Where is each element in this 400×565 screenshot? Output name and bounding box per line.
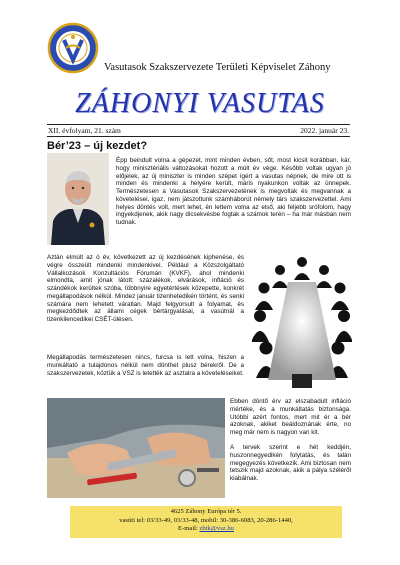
author-photo-icon: [47, 153, 109, 245]
article-paragraph: Épp beindult volna a gépezet, mint minden évben, sőt, most kicsit korábban, kár, hogy minisztériális változásokat hozott a múlt év vége. Később voltak ugyan jó előjelek, az új miniszter is minden szépet ígért a vasutas népnek, de mire ott is minden és mindenki a helyére került, máris nyakunkon voltak az ünnepek. Természetesen a Vasutasok Szakszervezetének is megvoltak és megvannak a követelései, igaz, nem játszottunk számháborút némely társ szakszervezettel. Ami helyes döntés volt, mert lehet, én lettem volna az első, aki feljebb srófolom, hagy ingyekdjenek, akik nagy dicsekvésbe fogtak a számok terén – ha már másban nem tudnak.: [116, 157, 351, 226]
footer-phones: vasúti tel: 03/33-49, 03/33-48, mobil: 30-386-6083, 20-286-1440,: [119, 516, 293, 524]
union-logo-icon: [47, 22, 99, 74]
contact-footer: [70, 506, 342, 538]
article-paragraph: Megállapodás természetesen nincs, furcsa is lett volna, hiszen a munkáltató a tulajdonos nélkül nem dönthet plusz bérekről. De a szakszervezetek, köztük a VSZ is letették az asztalra a követeléseiket.: [47, 354, 244, 377]
article-headline: Bér’23 – új kezdet?: [47, 140, 148, 152]
organization-name: Vasutasok Szakszervezete Területi Képviselet Záhony: [104, 62, 331, 73]
negotiation-table-illustration: [252, 256, 352, 388]
issue-bar: [47, 124, 350, 137]
issue-date: 2022. január 23.: [300, 126, 349, 135]
article-paragraph: Ebben döntő érv az elszabadult infláció mértéke, és a munkáltatás biztonsága. Utóbbi azért fontos, mert mit ér a bér azoknak, akiket beáldoznának érte, no meg már nem is nagyon van kit.: [230, 398, 351, 436]
footer-address: 4625 Záhony Európa tér 5.: [170, 508, 242, 515]
footer-email-line: [70, 525, 342, 534]
footer-email-label: E-mail:: [178, 525, 198, 532]
article-paragraph: A tervek szerint e hét keddjén, huszonnegyedikén folytatás, és talán megegyezés következik. Ami biztosan nem tetszik majd azoknak, akik a pálya széléről kiabálnak.: [230, 444, 351, 482]
article-paragraph: Aztán elmúlt az ó év, következett az új kezdésének kiphenése, és végre összeült mindenki mindenkivel. Például a Közszolgáltató Vállalkozások Konzultációs Fórumán (KVKF), ahol mindenki elmondta, amit jónak látott: százalékok, elvárások, infláció és szándékok kerültek szóba, többnyire egyetértések közepette, konkrét megállapodások nélkül. Mindez január tizenhetedikén történt, és senki számára nem lehetett váratlan. Majd felgyorsult a folyamat, és megkezdődtek az állami cégek bértárgyalásai, a vasútnál a tizenkilencedikei CSÉT-ülésen.: [47, 254, 244, 323]
issue-volume: XII. évfolyam, 21. szám: [48, 126, 121, 135]
masthead-title: ZÁHONYI VASUTAS: [75, 88, 325, 119]
footer-email-link[interactable]: zhtk@vsz.hu: [199, 525, 234, 532]
workshop-photo-icon: [47, 398, 225, 498]
